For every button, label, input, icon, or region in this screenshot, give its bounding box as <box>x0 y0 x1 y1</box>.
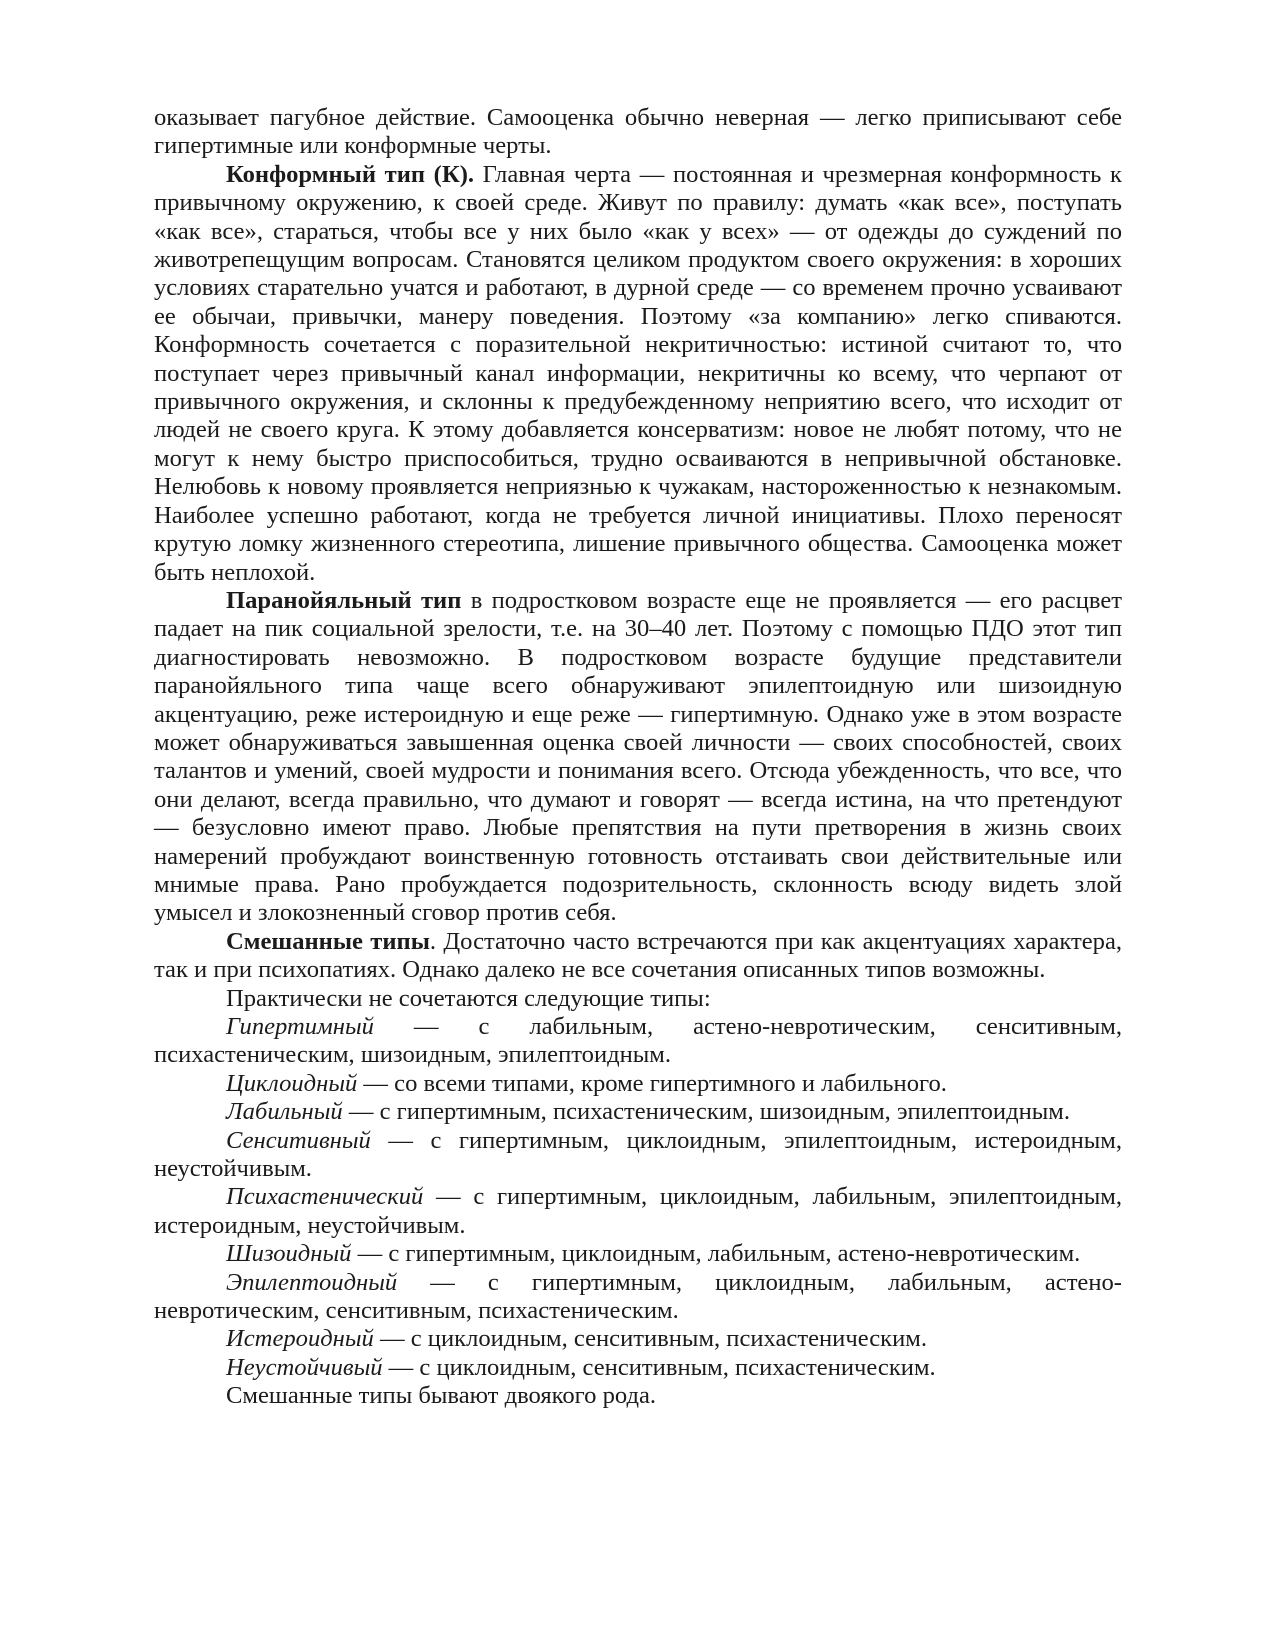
combination-type-name: Шизоидный <box>226 1240 352 1268</box>
combination-text: — с циклоидным, сенситивным, психастеническим. <box>382 1353 936 1381</box>
combination-type-name: Истероидный <box>226 1325 374 1353</box>
document-page <box>154 104 1122 1411</box>
combination-item <box>154 1325 1122 1353</box>
combination-item <box>154 1240 1122 1268</box>
combination-text: — с гипертимным, психастеническим, шизоидным, эпилептоидным. <box>342 1098 1070 1126</box>
conformal-type-heading: Конформный тип (К). <box>226 160 475 188</box>
mixed-types-text: . Достаточно часто встречаются при как акцентуациях характера, так и при психопатиях. Однако далеко не все сочетания описанных типов возможны. <box>154 927 1123 984</box>
paranoid-type-text: в подростковом возрасте еще не проявляется — его расцвет падает на пик социальной зрелости, т.е. на 30–40 лет. Поэтому с помощью ПДО этот тип диагностировать невозможно. В подростковом возрасте будущие представители паранойяльного типа чаще всего обнаруживают эпилептоидную или шизоидную акцентуацию, реже истероидную и еще реже — гипертимную. Однако уже в этом возрасте может обнаруживаться завышенная оценка своей личности — своих способностей, своих талантов и умений, своей мудрости и понимания всего. Отсюда убежденность, что все, что они делают, всегда правильно, что думают и говорят — всегда истина, на что претендуют — безусловно имеют право. Любые препятствия на пути претворения в жизнь своих намерений пробуждают воинственную готовность отстаивать свои действительные или мнимые права. Рано пробуждается подозрительность, склонность всюду видеть злой умысел и злокозненный сговор против себя. <box>154 586 1122 927</box>
paragraph-paranoid-type <box>154 587 1122 928</box>
combination-text: — с лабильным, астено-невротическим, сенситивным, психастеническим, шизоидным, эпилептоидным. <box>154 1013 1122 1069</box>
combination-type-name: Психастенический <box>226 1183 424 1211</box>
combination-item <box>154 1098 1122 1126</box>
combination-text: — с гипертимным, циклоидным, лабильным, астено-невротическим, сенситивным, психастеническим. <box>154 1268 1122 1325</box>
combination-item <box>154 1127 1122 1184</box>
combination-type-name: Сенситивный <box>226 1126 371 1154</box>
paragraph-combinations-intro: Практически не сочетаются следующие типы: <box>226 984 711 1012</box>
paragraph-conformal-type <box>154 161 1122 587</box>
combination-text: — с гипертимным, циклоидным, лабильным, эпилептоидным, истероидным, неустойчивым. <box>154 1183 1122 1239</box>
combination-text: — с гипертимным, циклоидным, лабильным, астено-невротическим. <box>351 1240 1081 1268</box>
paragraph-continuation: оказывает пагубное действие. Самооценка обычно неверная — легко приписывают себе гипертимные или конформные черты. <box>154 104 1122 160</box>
conformal-type-text: Главная черта — постоянная и чрезмерная конформность к привычному окружению, к своей среде. Живут по правилу: думать «как все», поступать «как все», стараться, чтобы все у них было «как у всех» — от одежды до суждений по животрепещущим вопросам. Становятся целиком продуктом своего окружения: в хороших условиях старательно учатся и работают, в дурной среде — со временем прочно усваивают ее обычаи, привычки, манеру поведения. Поэтому «за компанию» легко спиваются. Конформность сочетается с поразительной некритичностью: истиной считают то, что поступает через привычный канал информации, некритичны ко всему, что черпают от привычного окружения, и склонны к предубежденному неприятию всего, что исходит от людей не своего круга. К этому добавляется консерватизм: новое не любят потому, что не могут к нему быстро приспособиться, трудно осваиваются в непривычной обстановке. Нелюбовь к новому проявляется неприязнью к чужакам, настороженностью к незнакомым. Наиболее успешно работают, когда не требуется личной инициативы. Плохо переносят крутую ломку жизненного стереотипа, лишение привычного общества. Самооценка может быть неплохой. <box>154 160 1122 586</box>
combination-item <box>154 1013 1122 1070</box>
combination-type-name: Лабильный <box>226 1098 343 1126</box>
combination-text: — со всеми типами, кроме гипертимного и лабильного. <box>357 1069 947 1097</box>
combination-type-name: Циклоидный <box>226 1069 358 1097</box>
combination-item <box>154 1269 1122 1326</box>
paragraph-mixed-types <box>154 928 1122 985</box>
combination-text: — с циклоидным, сенситивным, психастеническим. <box>373 1325 927 1353</box>
paragraph-closing: Смешанные типы бывают двоякого рода. <box>226 1382 657 1410</box>
combination-type-name: Эпилептоидный <box>226 1268 398 1296</box>
combination-text: — с гипертимным, циклоидным, эпилептоидным, истероидным, неустойчивым. <box>154 1126 1122 1183</box>
combination-type-name: Гипертимный <box>226 1013 374 1040</box>
combination-item <box>154 1354 1122 1382</box>
mixed-types-heading: Смешанные типы <box>226 927 430 955</box>
paranoid-type-heading: Паранойяльный тип <box>226 586 462 614</box>
combination-item <box>154 1183 1122 1240</box>
combination-item <box>154 1070 1122 1098</box>
combination-type-name: Неустойчивый <box>226 1353 383 1381</box>
